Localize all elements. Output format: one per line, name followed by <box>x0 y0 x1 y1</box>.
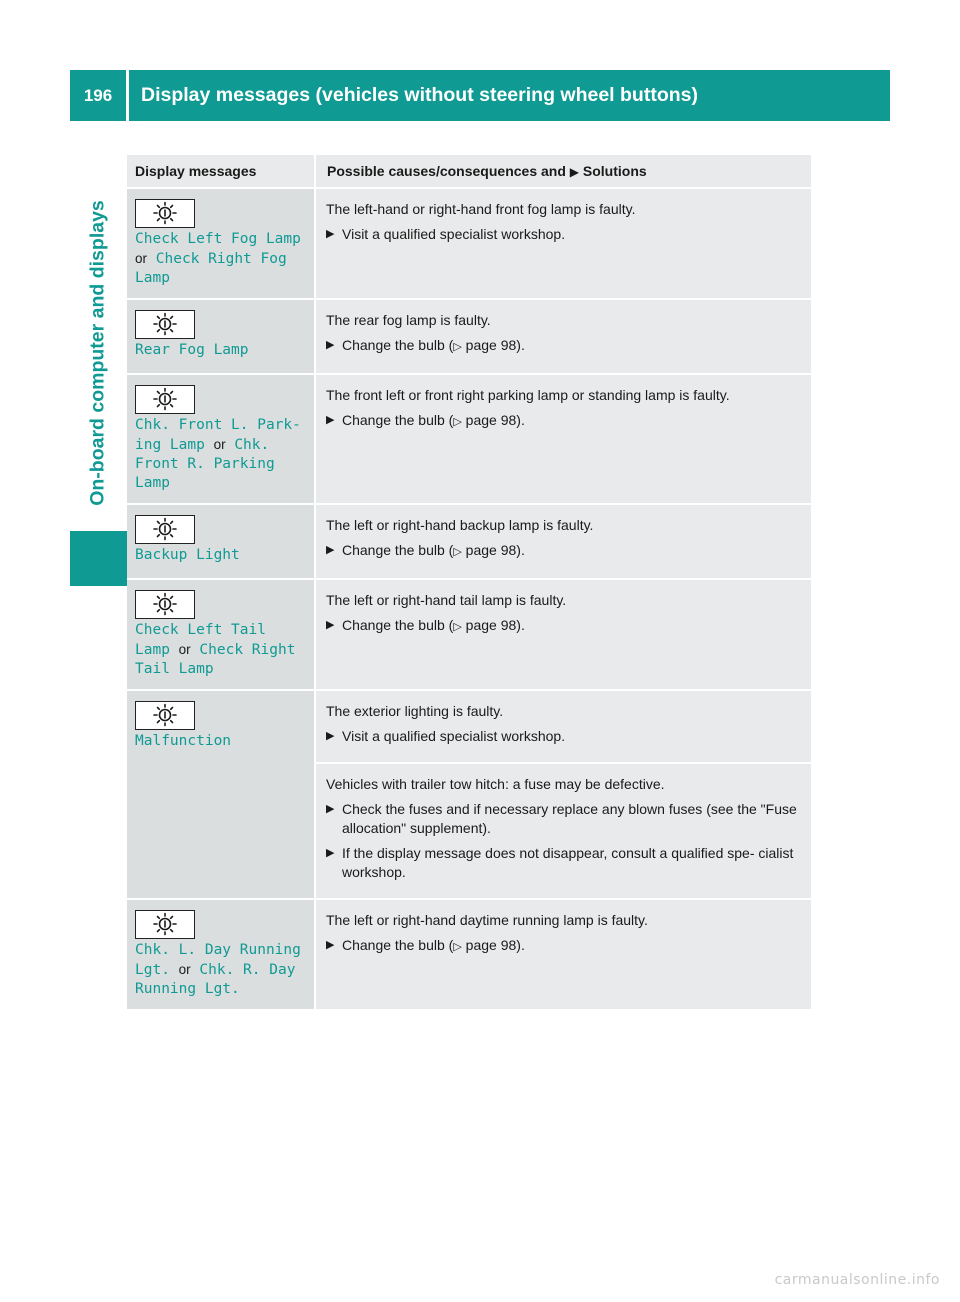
or-text: or <box>178 642 191 657</box>
display-message-cell <box>127 504 315 579</box>
action-arrow-icon: ▶ <box>326 339 335 351</box>
table-header-row <box>127 155 811 188</box>
table-body <box>127 188 811 1010</box>
watermark: carmanualsonline.info <box>774 1272 940 1288</box>
action-item <box>326 336 803 357</box>
action-text: Visit a qualified specialist workshop. <box>342 728 566 744</box>
display-message-primary: Check Left Fog Lamp <box>135 231 301 247</box>
action-item <box>326 727 803 746</box>
display-message-cell <box>127 690 315 899</box>
table-row <box>127 188 811 299</box>
action-item <box>326 800 803 838</box>
page-ref-arrow-icon: ▷ <box>453 341 462 353</box>
action-text: Change the bulb ( <box>342 337 454 353</box>
col-header-solutions <box>315 155 811 188</box>
display-message-alternate: Chk. R. Day Running Lgt. <box>135 962 296 997</box>
action-arrow-icon: ▶ <box>326 939 335 951</box>
action-item <box>326 541 803 562</box>
solution-cell <box>315 504 811 579</box>
display-message-text <box>135 230 306 288</box>
cause-text: The left or right-hand backup lamp is faulty. <box>326 517 594 533</box>
table-row <box>127 579 811 690</box>
cause-text: Vehicles with trailer tow hitch: a fuse may be defective. <box>326 776 665 792</box>
bulb-warning-icon <box>135 310 195 339</box>
display-message-text <box>135 546 306 565</box>
action-item <box>326 616 803 637</box>
page-ref-arrow-icon: ▷ <box>453 621 462 633</box>
col-header-solutions-text-a: Possible causes/consequences and <box>327 163 566 179</box>
display-message-alternate: Check Right Fog Lamp <box>135 251 287 286</box>
col-header-display-messages: Display messages <box>127 155 315 188</box>
action-text: Change the bulb ( <box>342 542 454 558</box>
side-tab-block <box>70 531 127 586</box>
cause-text: The left-hand or right-hand front fog lamp is faulty. <box>326 201 636 217</box>
cause-text: The front left or front right parking lamp or standing lamp is faulty. <box>326 387 730 403</box>
or-text: or <box>135 251 148 266</box>
display-message-alternate: Check Right Tail Lamp <box>135 642 296 677</box>
solution-cell <box>315 579 811 690</box>
display-message-text <box>135 941 306 999</box>
table-row <box>127 504 811 579</box>
action-arrow-icon: ▶ <box>326 228 335 240</box>
solutions-arrow-icon: ▶ <box>569 165 580 179</box>
bulb-warning-icon <box>135 515 195 544</box>
col-header-solutions-text-b: Solutions <box>582 163 647 179</box>
display-message-text <box>135 621 306 679</box>
page-reference-link[interactable]: page 98). <box>465 412 525 428</box>
action-text: Visit a qualified specialist workshop. <box>342 226 566 242</box>
display-message-primary: Backup Light <box>135 547 240 563</box>
display-message-cell <box>127 899 315 1010</box>
page-title: Display messages (vehicles without steering wheel buttons) <box>141 84 698 106</box>
page-reference-link[interactable]: page 98). <box>465 337 525 353</box>
action-arrow-icon: ▶ <box>326 414 335 426</box>
solution-cell <box>315 188 811 299</box>
cause-text: The exterior lighting is faulty. <box>326 703 504 719</box>
bulb-warning-icon <box>135 910 195 939</box>
display-message-cell <box>127 579 315 690</box>
cause-text: The rear fog lamp is faulty. <box>326 312 491 328</box>
action-text: If the display message does not disappear, consult a qualified spe‐ cialist workshop. <box>342 845 794 880</box>
action-text: Change the bulb ( <box>342 937 454 953</box>
or-text: or <box>213 437 226 452</box>
side-tab-label: On-board computer and displays <box>86 200 109 506</box>
cause-text: The left or right-hand daytime running lamp is faulty. <box>326 912 648 928</box>
table-row <box>127 899 811 1010</box>
display-message-primary: Rear Fog Lamp <box>135 342 249 358</box>
page-reference-link[interactable]: page 98). <box>465 937 525 953</box>
page-ref-arrow-icon: ▷ <box>453 941 462 953</box>
action-arrow-icon: ▶ <box>326 619 335 631</box>
display-message-primary: Malfunction <box>135 733 232 749</box>
page-reference-link[interactable]: page 98). <box>465 542 525 558</box>
bulb-warning-icon <box>135 385 195 414</box>
page-number: 196 <box>83 85 113 105</box>
action-text: Check the fuses and if necessary replace any blown fuses (see the "Fuse allocation" supplement). <box>342 801 797 836</box>
cause-text: The left or right-hand tail lamp is faulty. <box>326 592 567 608</box>
display-message-text <box>135 416 306 493</box>
display-message-primary: Check Left Tail Lamp <box>135 622 266 658</box>
table-row <box>127 690 811 763</box>
action-item <box>326 844 803 882</box>
or-text: or <box>178 962 191 977</box>
table-row <box>127 299 811 374</box>
action-arrow-icon: ▶ <box>326 847 335 859</box>
header-divider <box>126 70 129 121</box>
action-arrow-icon: ▶ <box>326 730 335 742</box>
action-item <box>326 936 803 957</box>
action-arrow-icon: ▶ <box>326 544 335 556</box>
solution-cell <box>315 763 811 899</box>
action-item <box>326 411 803 432</box>
display-message-alternate: Chk. Front R. Parking Lamp <box>135 437 275 491</box>
action-text: Change the bulb ( <box>342 412 454 428</box>
action-text: Change the bulb ( <box>342 617 454 633</box>
solution-cell <box>315 299 811 374</box>
solution-cell <box>315 899 811 1010</box>
solution-cell <box>315 374 811 504</box>
page-ref-arrow-icon: ▷ <box>453 546 462 558</box>
page-reference-link[interactable]: page 98). <box>465 617 525 633</box>
display-message-text <box>135 341 306 360</box>
display-message-cell <box>127 188 315 299</box>
solution-cell <box>315 690 811 763</box>
bulb-warning-icon <box>135 199 195 228</box>
action-arrow-icon: ▶ <box>326 803 335 815</box>
bulb-warning-icon <box>135 701 195 730</box>
display-message-primary: Chk. Front L. Park‐ ing Lamp <box>135 417 301 453</box>
bulb-warning-icon <box>135 590 195 619</box>
display-messages-table <box>127 155 811 1011</box>
display-message-cell <box>127 299 315 374</box>
display-message-text <box>135 732 306 751</box>
table-row <box>127 374 811 504</box>
display-message-cell <box>127 374 315 504</box>
action-item <box>326 225 803 244</box>
display-message-primary: Chk. L. Day Running Lgt. <box>135 942 301 978</box>
page-ref-arrow-icon: ▷ <box>453 416 462 428</box>
